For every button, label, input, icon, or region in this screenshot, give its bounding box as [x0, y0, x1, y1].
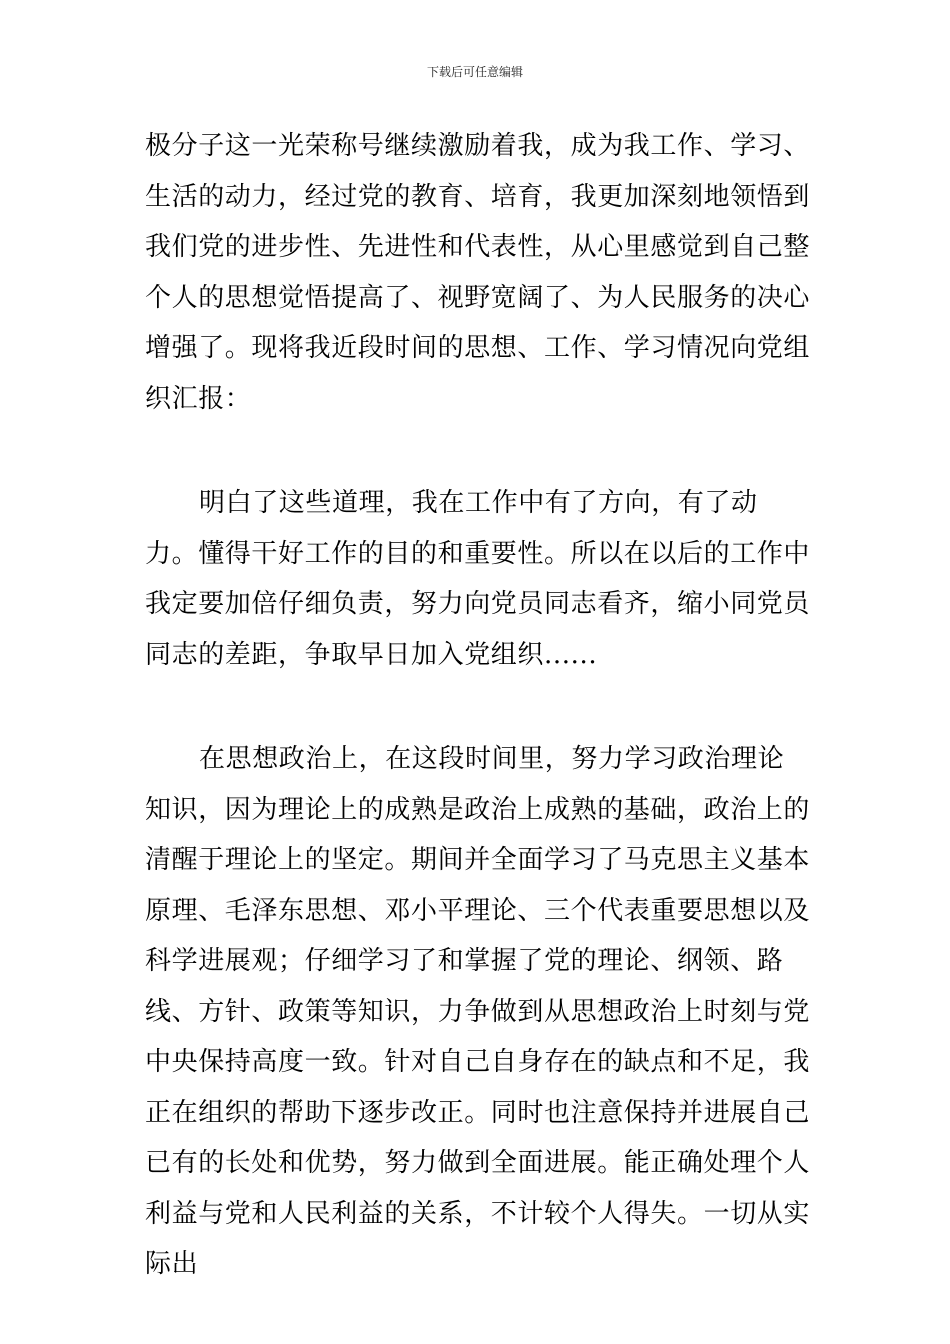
page-header: 下载后可任意编辑 — [426, 65, 523, 79]
paragraph-spacer — [145, 424, 810, 478]
document-body — [145, 121, 810, 1290]
paragraph-continuation: 极分子这一光荣称号继续激励着我，成为我工作、学习、生活的动力，经过党的教育、培育，我更加深刻地领悟到我们党的进步性、先进性和代表性，从心里感觉到自己整个人的思想觉悟提高了、视野宽阔了、为人民服务的决心增强了。现将我近段时间的思想、工作、学习情况向党组织汇报： — [145, 131, 811, 414]
paragraph-work-direction: 明白了这些道理，我在工作中有了方向，有了动力。懂得干好工作的目的和重要性。所以在以后的工作中我定要加倍仔细负责，努力向党员同志看齐，缩小同党员同志的差距，争取早日加入党组织...... — [145, 488, 811, 670]
paragraph-spacer — [145, 680, 810, 734]
paragraph-political-thought: 在思想政治上，在这段时间里，努力学习政治理论知识，因为理论上的成熟是政治上成熟的基础，政治上的清醒于理论上的坚定。期间并全面学习了马克思主义基本原理、毛泽东思想、邓小平理论、三个代表重要思想以及科学进展观；仔细学习了和掌握了党的理论、纲领、路线、方针、政策等知识，力争做到从思想政治上时刻与党中央保持高度一致。针对自己自身存在的缺点和不足，我正在组织的帮助下逐步改正。同时也注意保持并进展自己已有的长处和优势，努力做到全面进展。能正确处理个人利益与党和人民利益的关系，不计较个人得失。一切从实际出 — [145, 744, 811, 1279]
